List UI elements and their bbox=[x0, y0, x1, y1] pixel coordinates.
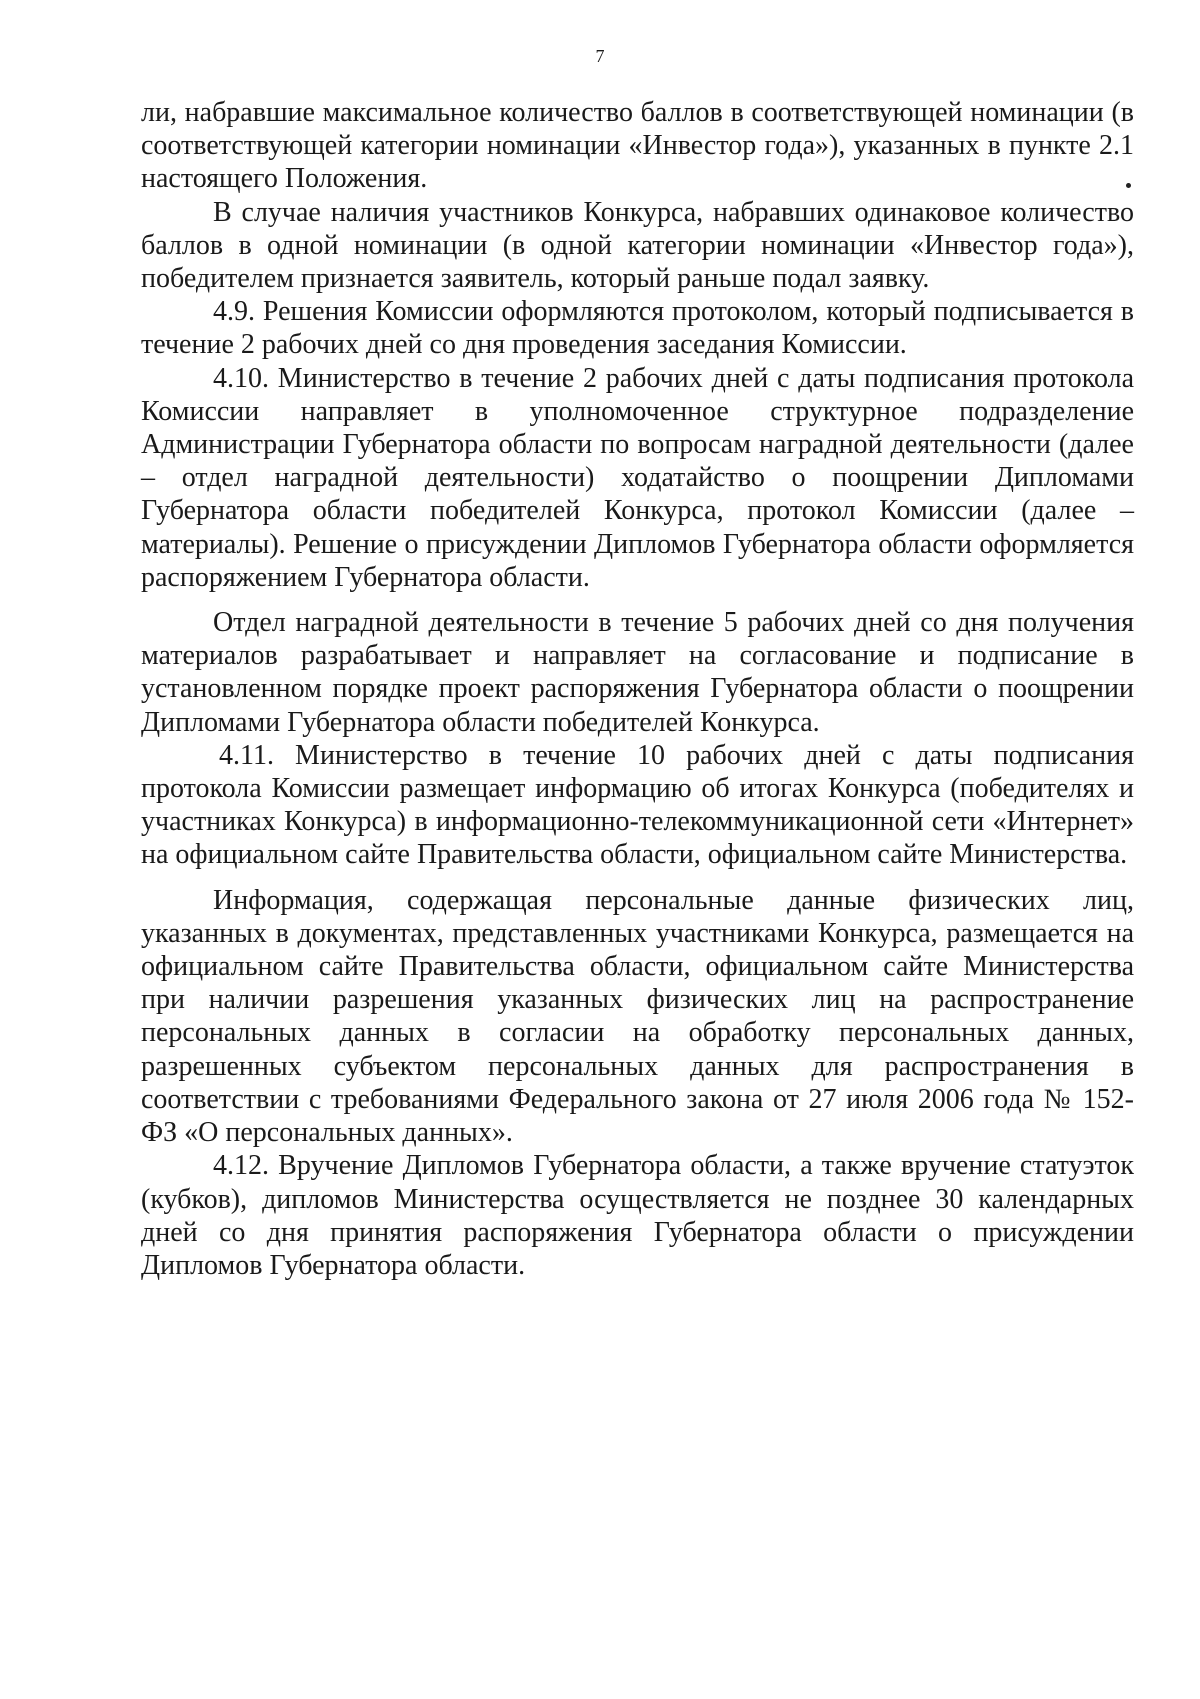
paragraph-equal-points: В случае наличия участников Конкурса, набравших одинаковое количество баллов в одной номинации (в одной категории номинации «Инвестор года»), победителем признается заявитель, который раньше подал заявку. bbox=[141, 196, 1134, 295]
paragraph-4-12: 4.12. Вручение Дипломов Губернатора области, а также вручение статуэток (кубков), дипломов Министерства осуществляется не позднее 30 календарных дней со дня принятия распоряжения Губернатора области о присуждении Дипломов Губернатора области. bbox=[141, 1150, 1134, 1281]
page-number: 7 bbox=[595, 46, 605, 66]
paragraph-continuation: ли, набравшие максимальное количество баллов в соответствующей номинации (в соответствующей категории номинации «Инвестор года»), указанных в пункте 2.1 настоящего Положения. bbox=[141, 97, 1134, 195]
paragraph-personal-data: Информация, содержащая персональные данные физических лиц, указанных в документах, представленных участниками Конкурса, размещается на официальном сайте Правительства области, официальном сайте Министерства при наличии разрешения указанных физических лиц на распространение персональных данных в согласии на обработку персональных данных, разрешенных субъектом персональных данных для распространения в соответствии с требованиями Федерального закона от 27 июля 2006 года № 152-ФЗ «О персональных данных». bbox=[141, 884, 1134, 1149]
paragraph-awards-department: Отдел наградной деятельности в течение 5 рабочих дней со дня получения материалов разрабатывает и направляет на согласование и подписание в установленном порядке проект распоряжения Губернатора области о поощрении Дипломами Губернатора области победителей Конкурса. bbox=[141, 607, 1134, 738]
paragraph-4-9: 4.9. Решения Комиссии оформляются протоколом, который подписывается в течение 2 рабочих дней со дня проведения заседания Комиссии. bbox=[141, 296, 1134, 361]
paragraph-4-10: 4.10. Министерство в течение 2 рабочих дней с даты подписания протокола Комиссии направляет в уполномоченное структурное подразделение Администрации Губернатора области по вопросам наградной деятельности (далее – отдел наградной деятельности) ходатайство о поощрении Дипломами Губернатора области победителей Конкурса, протокол Комиссии (далее – материалы). Решение о присуждении Дипломов Губернатора области оформляется распоряжением Губернатора области. bbox=[141, 362, 1134, 593]
document-body bbox=[141, 96, 1134, 1282]
paragraph-4-11: 4.11. Министерство в течение 10 рабочих дней с даты подписания протокола Комиссии размещает информацию об итогах Конкурса (победителях и участниках Конкурса) в информационно-телекоммуникационной сети «Интернет» на официальном сайте Правительства области, официальном сайте Министерства. bbox=[141, 739, 1134, 871]
